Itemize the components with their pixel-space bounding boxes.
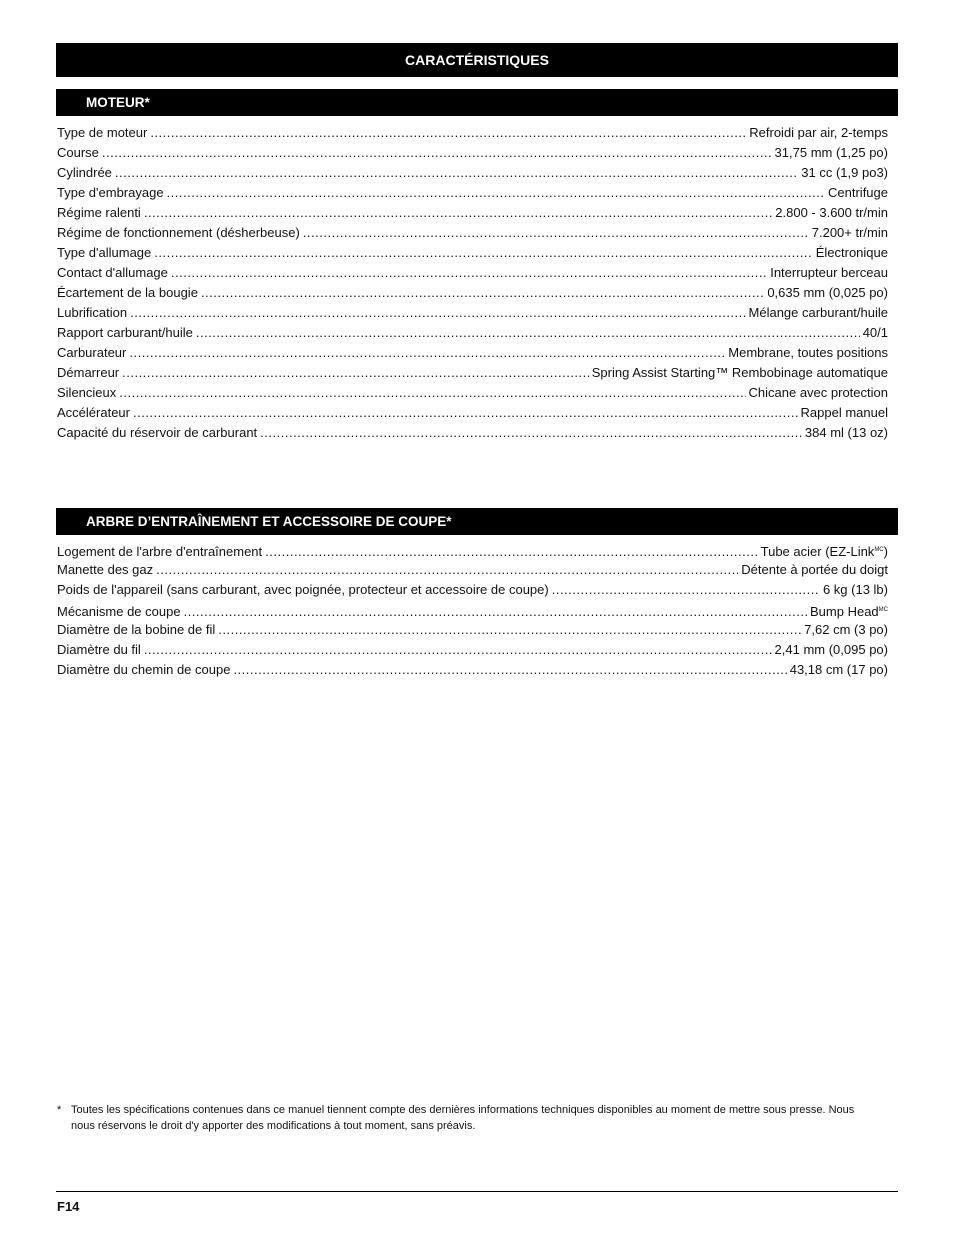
spec-row	[57, 580, 888, 600]
spec-label: Accélérateur	[57, 405, 130, 420]
spec-label: Régime ralenti	[57, 205, 141, 220]
trademark-superscript: MC	[874, 547, 884, 553]
spec-label: Silencieux	[57, 385, 117, 400]
spec-value	[749, 123, 888, 143]
spec-value	[816, 243, 888, 263]
spec-value-text: 7,62 cm (3 po)	[804, 622, 888, 637]
spec-label: Rapport carburant/huile	[57, 325, 193, 340]
dot-leader	[171, 263, 767, 283]
footnote-text: Toutes les spécifications contenues dans ce manuel tiennent compte des dernières informations techniques disponibles au moment de mettre sous presse. Nous nous réservons le droit d'y apporter des modifications à tout moment, sans préavis.	[71, 1104, 855, 1132]
spec-list-arbre	[57, 540, 888, 680]
spec-label: Écartement de la bougie	[57, 285, 198, 300]
spec-value-text: 384 ml (13 oz)	[804, 425, 888, 440]
spec-value-text: Interrupteur berceau	[770, 265, 888, 280]
spec-value-text: 31 cc (1,9 po3)	[801, 165, 888, 180]
dot-leader	[167, 183, 825, 203]
spec-value-text: Membrane, toutes positions	[728, 345, 888, 360]
footnote-mark: *	[57, 1104, 62, 1116]
spec-label: Diamètre du fil	[57, 642, 141, 657]
spec-row	[57, 403, 888, 423]
spec-value	[767, 283, 888, 303]
page-number: F14	[57, 1199, 80, 1214]
spec-value-text: Bump Head	[810, 604, 879, 619]
spec-label: Manette des gaz	[57, 562, 154, 577]
spec-value	[810, 600, 888, 622]
spec-row	[57, 123, 888, 143]
spec-row	[57, 303, 888, 323]
spec-row	[57, 620, 888, 640]
spec-value-suffix: )	[883, 544, 888, 559]
spec-row	[57, 540, 888, 560]
spec-label: Capacité du réservoir de carburant	[57, 425, 258, 440]
dot-leader	[218, 620, 801, 640]
section-heading-moteur: MOTEUR*	[56, 89, 898, 116]
dot-leader	[122, 363, 589, 383]
dot-leader	[144, 640, 772, 660]
spec-value-text: Détente à portée du doigt	[741, 562, 888, 577]
dot-leader	[184, 602, 807, 622]
page-title: CARACTÉRISTIQUES	[56, 43, 898, 77]
spec-value-text: Mélange carburant/huile	[748, 305, 888, 320]
spec-value-text: Centrifuge	[828, 185, 888, 200]
dot-leader	[156, 560, 738, 580]
spec-row	[57, 640, 888, 660]
spec-row	[57, 163, 888, 183]
spec-value	[761, 540, 888, 562]
dot-leader	[233, 660, 786, 680]
spec-row	[57, 423, 888, 443]
dot-leader	[265, 542, 757, 562]
spec-label: Course	[57, 145, 99, 160]
spec-value	[812, 223, 888, 243]
spec-value-text: 2.800 - 3.600 tr/min	[775, 205, 888, 220]
dot-leader	[154, 243, 812, 263]
dot-leader	[260, 423, 802, 443]
spec-value-text: Spring Assist Starting™ Rembobinage automatique	[591, 365, 888, 380]
spec-value-text: 31,75 mm (1,25 po)	[774, 145, 888, 160]
spec-value	[592, 363, 888, 383]
spec-value-text: Refroidi par air, 2-temps	[749, 125, 888, 140]
dot-leader	[196, 323, 860, 343]
spec-label: Logement de l'arbre d'entraînement	[57, 544, 263, 559]
spec-value	[775, 143, 888, 163]
dot-leader	[129, 343, 725, 363]
spec-value	[770, 263, 888, 283]
section-heading-arbre: ARBRE D’ENTRAÎNEMENT ET ACCESSOIRE DE COUPE*	[56, 508, 898, 535]
spec-value-text: Électronique	[815, 245, 888, 260]
dot-leader	[303, 223, 809, 243]
spec-row	[57, 223, 888, 243]
dot-leader	[130, 303, 745, 323]
spec-label: Carburateur	[57, 345, 127, 360]
spec-label: Cylindrée	[57, 165, 112, 180]
dot-leader	[150, 123, 746, 143]
footer-rule	[56, 1191, 898, 1192]
spec-value-text: Tube acier (EZ-Link	[760, 544, 875, 559]
footnote	[57, 1102, 877, 1134]
dot-leader	[115, 163, 798, 183]
spec-value	[805, 423, 888, 443]
spec-value	[741, 560, 888, 580]
spec-label: Type de moteur	[57, 125, 148, 140]
spec-label: Mécanisme de coupe	[57, 604, 181, 619]
spec-value-text: 40/1	[862, 325, 888, 340]
spec-label: Démarreur	[57, 365, 120, 380]
spec-value	[728, 343, 888, 363]
spec-label: Type d'allumage	[57, 245, 152, 260]
spec-value	[775, 640, 888, 660]
spec-value	[828, 183, 888, 203]
dot-leader	[552, 580, 820, 600]
dot-leader	[119, 383, 745, 403]
spec-label: Poids de l'appareil (sans carburant, avec poignée, protecteur et accessoire de coupe)	[57, 582, 549, 597]
spec-value	[863, 323, 888, 343]
spec-row	[57, 143, 888, 163]
dot-leader	[102, 143, 772, 163]
spec-label: Contact d'allumage	[57, 265, 168, 280]
spec-row	[57, 660, 888, 680]
spec-value	[749, 303, 888, 323]
spec-value-text: Rappel manuel	[800, 405, 888, 420]
spec-value-text: 0,635 mm (0,025 po)	[767, 285, 888, 300]
spec-value-text: 7.200+ tr/min	[811, 225, 888, 240]
spec-value	[801, 403, 888, 423]
spec-label: Régime de fonctionnement (désherbeuse)	[57, 225, 300, 240]
spec-row	[57, 283, 888, 303]
trademark-superscript: MC	[878, 607, 888, 613]
spec-row	[57, 183, 888, 203]
spec-row	[57, 323, 888, 343]
spec-row	[57, 263, 888, 283]
spec-label: Lubrification	[57, 305, 128, 320]
spec-value	[790, 660, 888, 680]
spec-value	[801, 163, 888, 183]
spec-value-text: 43,18 cm (17 po)	[789, 662, 888, 677]
spec-row	[57, 363, 888, 383]
spec-value-text: 2,41 mm (0,095 po)	[774, 642, 888, 657]
spec-label: Diamètre du chemin de coupe	[57, 662, 231, 677]
spec-row	[57, 243, 888, 263]
spec-list-moteur	[57, 123, 888, 443]
spec-value	[823, 580, 888, 600]
spec-value-text: 6 kg (13 lb)	[822, 582, 888, 597]
spec-value	[804, 620, 888, 640]
spec-row	[57, 560, 888, 580]
dot-leader	[133, 403, 798, 423]
spec-row	[57, 383, 888, 403]
spec-row	[57, 343, 888, 363]
spec-label: Diamètre de la bobine de fil	[57, 622, 216, 637]
dot-leader	[144, 203, 772, 223]
spec-row	[57, 203, 888, 223]
spec-label: Type d'embrayage	[57, 185, 164, 200]
dot-leader	[201, 283, 764, 303]
spec-row	[57, 600, 888, 620]
spec-value	[775, 203, 888, 223]
spec-value-text: Chicane avec protection	[748, 385, 888, 400]
spec-value	[749, 383, 888, 403]
